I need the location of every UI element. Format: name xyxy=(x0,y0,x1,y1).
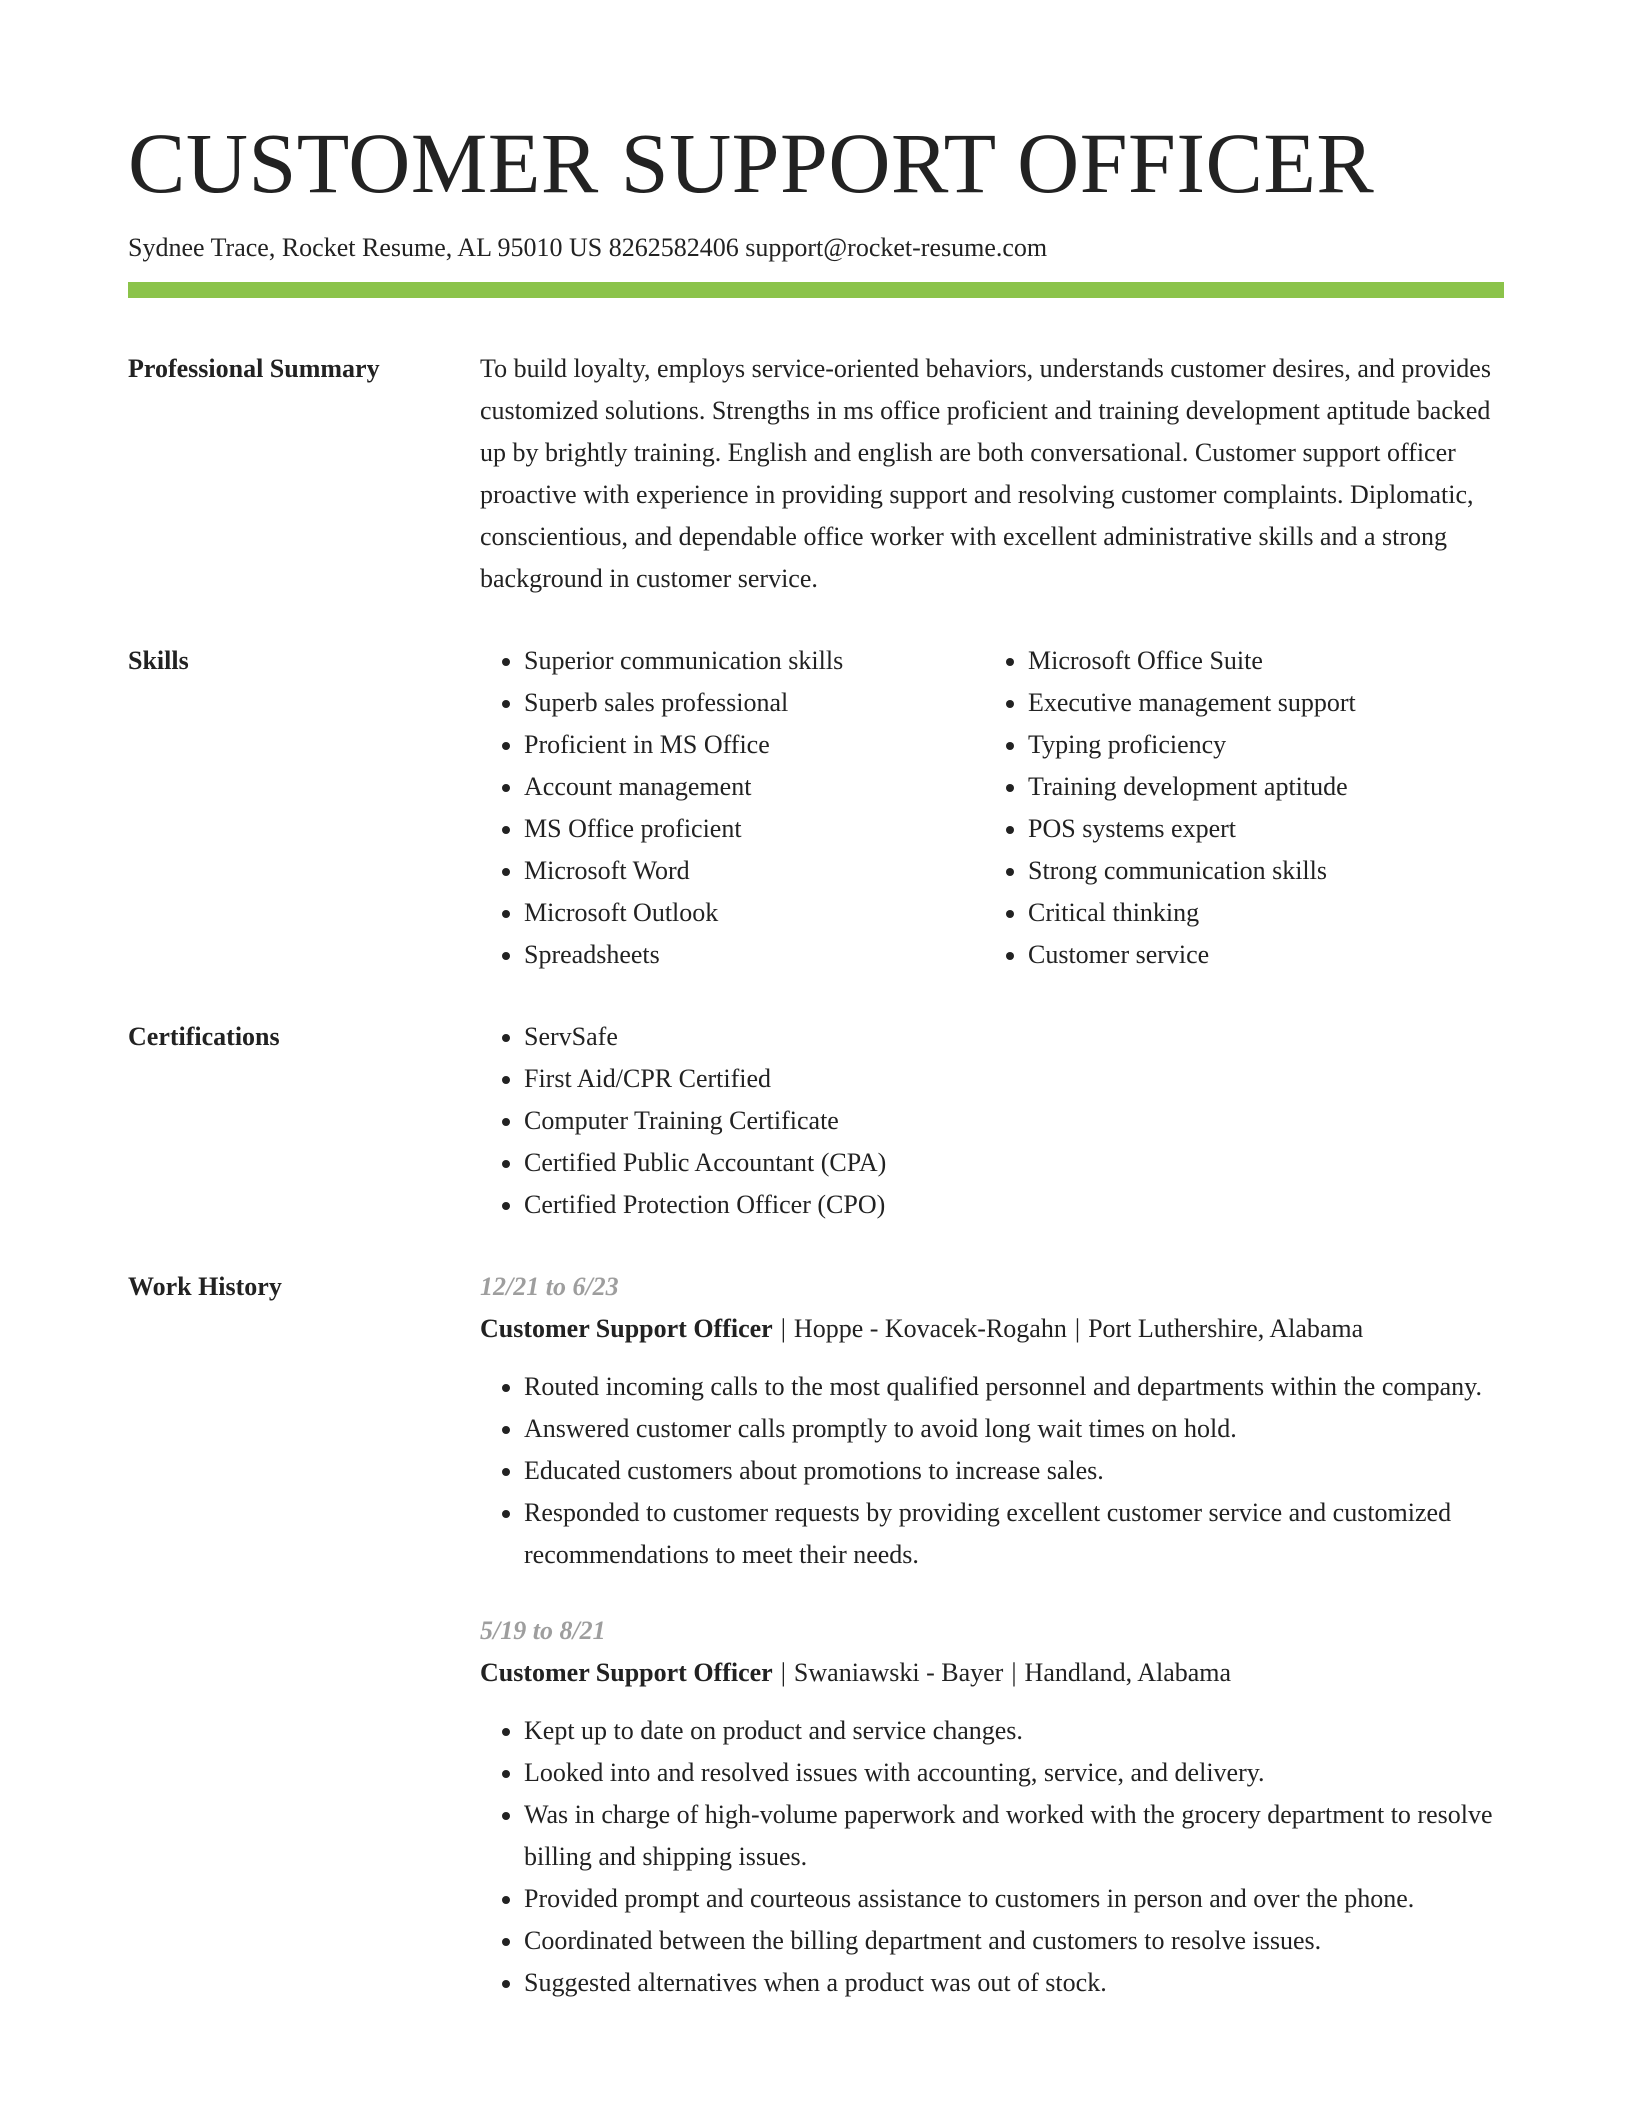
job-bullet: • Responded to customer requests by providing excellent customer service and customized recommendations to meet their needs. xyxy=(524,1492,1504,1576)
certification-item: • ServSafe xyxy=(524,1016,1504,1058)
contact-name: Sydnee Trace, xyxy=(128,233,276,262)
job-bullet: • Was in charge of high-volume paperwork and worked with the grocery department to resolve billing and shipping issues. xyxy=(524,1794,1504,1878)
skill-item: • Microsoft Outlook xyxy=(524,892,984,934)
job-separator: | xyxy=(1074,1314,1081,1344)
skills-heading: Skills xyxy=(128,646,189,676)
skill-item: • Superb sales professional xyxy=(524,682,984,724)
contact-address: Rocket Resume, AL 95010 US xyxy=(281,233,603,262)
job-title-line xyxy=(480,1652,1504,1694)
job-bullet: • Looked into and resolved issues with accounting, service, and delivery. xyxy=(524,1752,1504,1794)
skill-item: • Superior communication skills xyxy=(524,640,984,682)
job-separator: | xyxy=(780,1658,786,1688)
job-separator: | xyxy=(780,1314,786,1344)
job-bullet: • Suggested alternatives when a product was out of stock. xyxy=(524,1962,1504,2004)
job-dates: 5/19 to 8/21 xyxy=(480,1616,606,1646)
work-history-content xyxy=(480,1266,1504,2038)
job-bullet: • Coordinated between the billing department and customers to resolve issues. xyxy=(524,1920,1504,1962)
skill-item: • Strong communication skills xyxy=(1028,850,1488,892)
certifications-heading: Certifications xyxy=(128,1022,280,1052)
contact-email: support@rocket-resume.com xyxy=(745,233,1048,262)
skill-item: • Customer service xyxy=(1028,934,1488,976)
skill-item: • Microsoft Word xyxy=(524,850,984,892)
skill-item: • Typing proficiency xyxy=(1028,724,1488,766)
certifications-list xyxy=(480,1016,1504,1226)
certification-item: • Certified Protection Officer (CPO) xyxy=(524,1184,1504,1226)
contact-phone: 8262582406 xyxy=(608,233,739,262)
summary-section xyxy=(128,348,1504,600)
skills-content xyxy=(480,640,1504,976)
job-bullet: • Educated customers about promotions to increase sales. xyxy=(524,1450,1504,1492)
job-bullet: • Kept up to date on product and service changes. xyxy=(524,1710,1504,1752)
certifications-content xyxy=(480,1016,1504,1226)
job-company: Swaniawski - Bayer xyxy=(793,1658,1004,1688)
skill-item: • Executive management support xyxy=(1028,682,1488,724)
summary-content xyxy=(480,348,1504,600)
skill-item: • Proficient in MS Office xyxy=(524,724,984,766)
skill-item: • Microsoft Office Suite xyxy=(1028,640,1488,682)
skill-item: • POS systems expert xyxy=(1028,808,1488,850)
certification-item: • First Aid/CPR Certified xyxy=(524,1058,1504,1100)
job-bullet: • Routed incoming calls to the most qualified personnel and departments within the company. xyxy=(524,1366,1504,1408)
accent-divider xyxy=(128,282,1504,298)
skills-list-right xyxy=(984,640,1488,976)
summary-text: To build loyalty, employs service-oriented behaviors, understands customer desires, and provides customized solutions. Strengths in ms office proficient and training development aptitude backed up by brightly training. English and english are both conversational. Customer support officer proactive with experience in providing support and resolving customer complaints. Diplomatic, conscientious, and dependable office worker with excellent administrative skills and a strong background in customer service. xyxy=(480,354,1491,594)
certifications-section xyxy=(128,1016,1504,1226)
job-role: Customer Support Officer xyxy=(480,1658,773,1688)
work-history-heading: Work History xyxy=(128,1272,282,1302)
skill-item: • Critical thinking xyxy=(1028,892,1488,934)
skill-item: • Training development aptitude xyxy=(1028,766,1488,808)
contact-line xyxy=(128,232,1504,263)
certification-item: • Certified Public Accountant (CPA) xyxy=(524,1142,1504,1184)
job-bullet: • Answered customer calls promptly to avoid long wait times on hold. xyxy=(524,1408,1504,1450)
job-bullets xyxy=(480,1710,1504,2004)
resume-page xyxy=(128,115,1504,2038)
work-history-section xyxy=(128,1266,1504,2038)
job-entry xyxy=(480,1610,1504,2004)
skill-item: • Spreadsheets xyxy=(524,934,984,976)
certification-item: • Computer Training Certificate xyxy=(524,1100,1504,1142)
job-location: Handland, Alabama xyxy=(1024,1658,1232,1688)
job-bullets xyxy=(480,1366,1504,1576)
job-entry xyxy=(480,1266,1504,1576)
job-separator: | xyxy=(1011,1658,1017,1688)
job-title-line xyxy=(480,1308,1504,1350)
resume-title: CUSTOMER SUPPORT OFFICER xyxy=(128,115,1375,211)
skill-item: • MS Office proficient xyxy=(524,808,984,850)
job-bullet: • Provided prompt and courteous assistance to customers in person and over the phone. xyxy=(524,1878,1504,1920)
job-company: Hoppe - Kovacek-Rogahn xyxy=(793,1314,1067,1344)
skills-section xyxy=(128,640,1504,976)
job-location: Port Luthershire, Alabama xyxy=(1088,1314,1364,1344)
skills-list-left xyxy=(480,640,984,976)
summary-heading: Professional Summary xyxy=(128,354,380,384)
job-dates: 12/21 to 6/23 xyxy=(480,1272,619,1302)
skill-item: • Account management xyxy=(524,766,984,808)
job-role: Customer Support Officer xyxy=(480,1314,773,1344)
